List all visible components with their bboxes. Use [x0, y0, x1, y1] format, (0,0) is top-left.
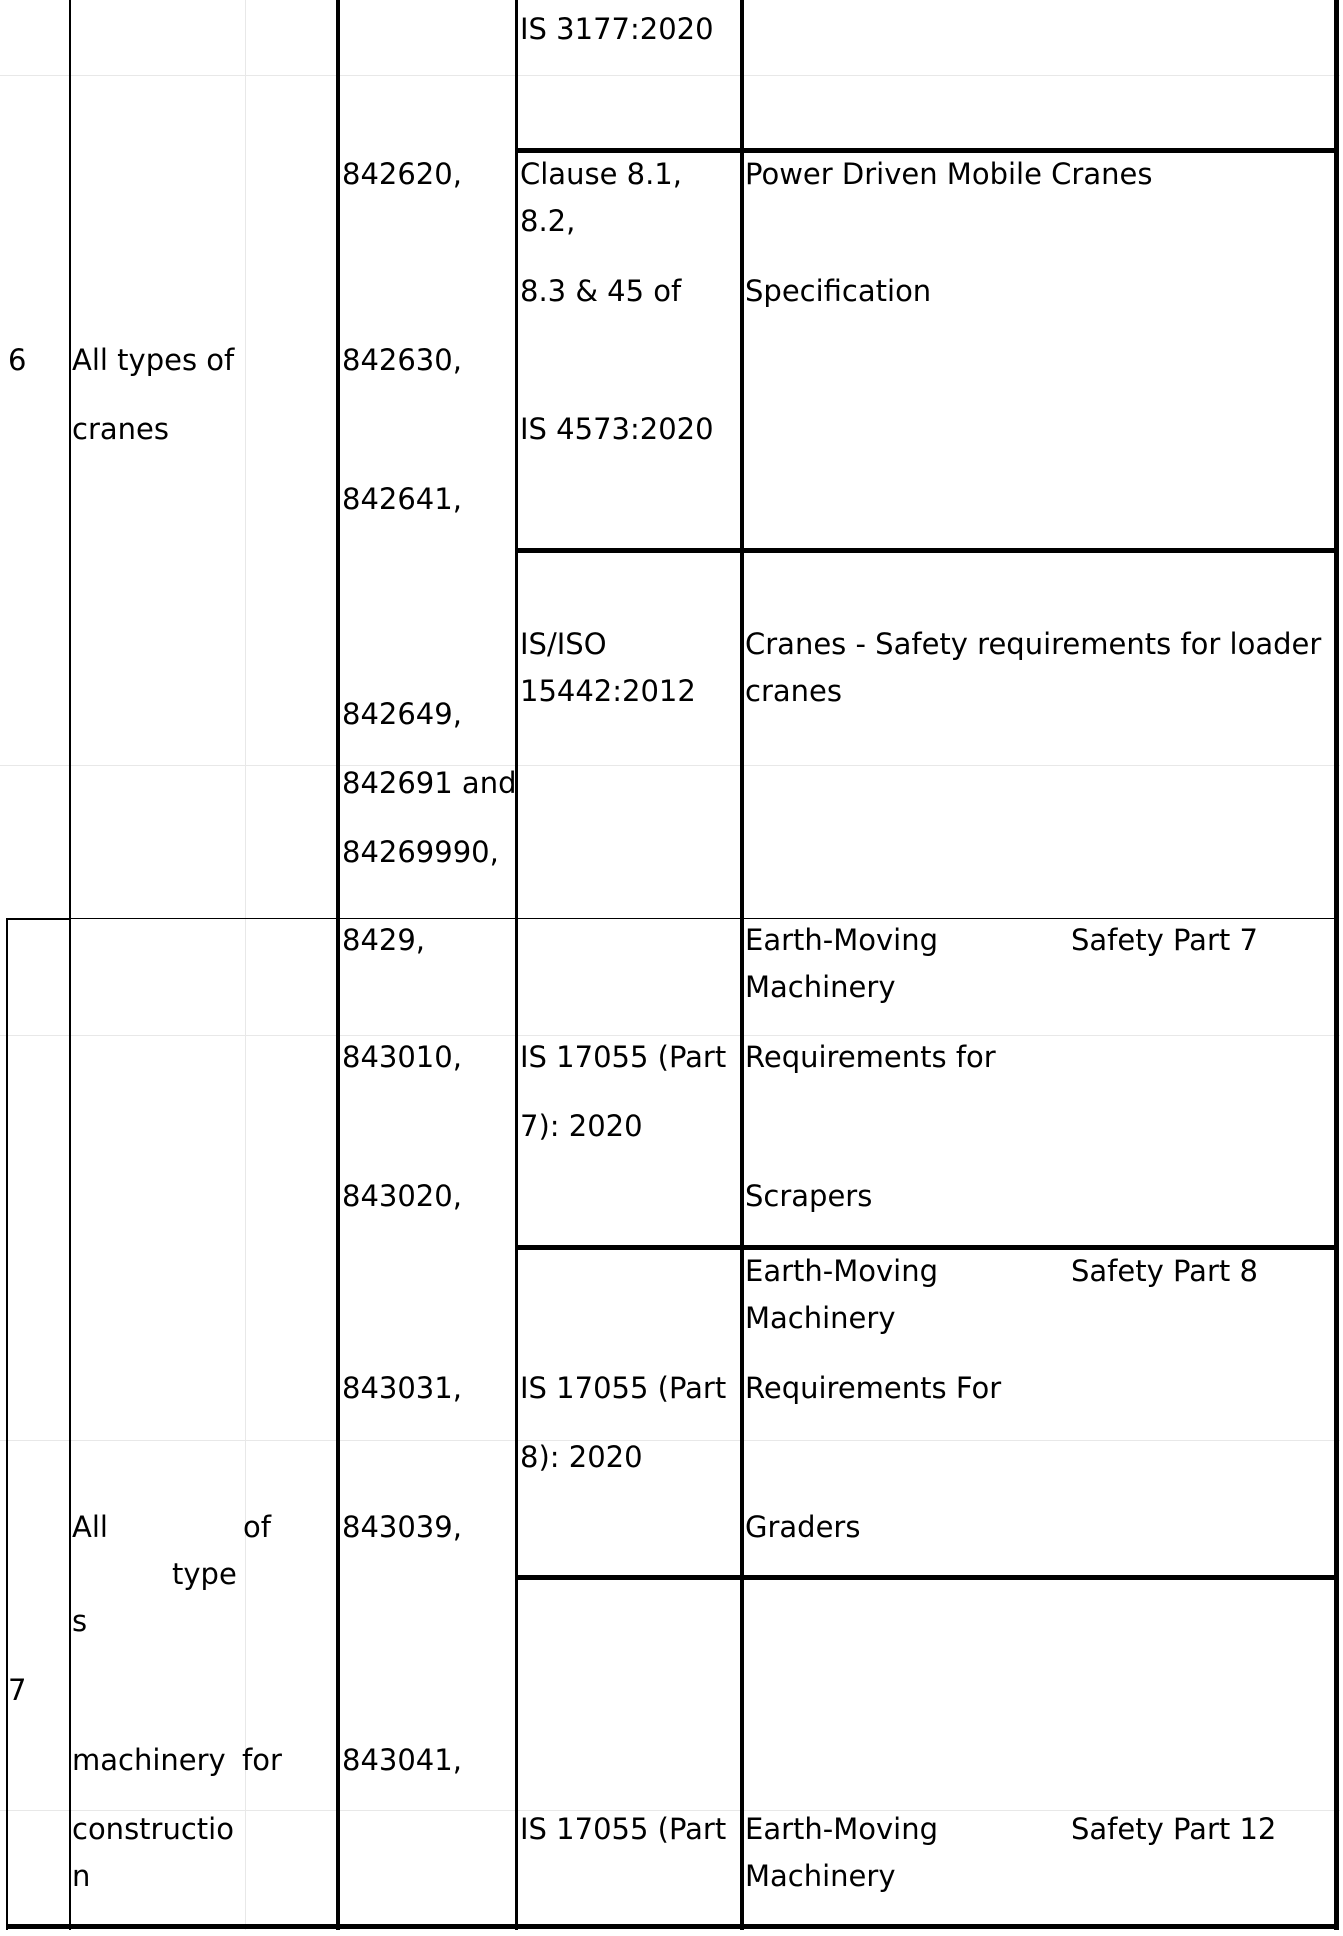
standard-title: Machinery — [745, 970, 896, 1004]
product-line: All types of — [72, 343, 235, 377]
product-line: cranes — [72, 412, 169, 446]
row-number: 6 — [8, 343, 27, 377]
standard-title: Earth-Moving — [745, 923, 939, 957]
hs-code: 84269990, — [342, 835, 499, 869]
product-line: s — [72, 1604, 88, 1638]
standard-title: Earth-Moving — [745, 1812, 939, 1846]
hs-code: 842641, — [342, 482, 462, 516]
hs-code: 843020, — [342, 1179, 462, 1213]
standard-title: cranes — [745, 674, 842, 708]
standard-title: Scrapers — [745, 1179, 873, 1213]
standard-line: IS 4573:2020 — [520, 412, 714, 446]
standard-line: 8.2, — [520, 204, 576, 238]
standard-title: Earth-Moving — [745, 1254, 939, 1288]
product-line: of — [243, 1510, 271, 1544]
standard-title: Power Driven Mobile Cranes — [745, 157, 1153, 191]
standard-line: Clause 8.1, — [520, 157, 682, 191]
hs-code: 843010, — [342, 1040, 462, 1074]
product-line: constructio — [72, 1812, 234, 1846]
hs-code: 842649, — [342, 697, 462, 731]
hs-code: 843041, — [342, 1743, 462, 1777]
standard-title: Specification — [745, 274, 932, 308]
standard-title: Machinery — [745, 1859, 896, 1893]
standard-line: 7): 2020 — [520, 1109, 643, 1143]
standard-line: 8): 2020 — [520, 1440, 643, 1474]
product-line: for — [242, 1743, 282, 1777]
product-line: All — [72, 1510, 108, 1544]
product-line: type — [172, 1557, 237, 1591]
standard-line: IS 17055 (Part — [520, 1040, 727, 1074]
standard-title: Safety Part 8 — [1071, 1254, 1258, 1288]
hs-code: 8429, — [342, 923, 426, 957]
standard-line: IS/ISO — [520, 627, 607, 661]
standard-line: IS 17055 (Part — [520, 1371, 727, 1405]
standard-title: Machinery — [745, 1301, 896, 1335]
standard-title: Requirements For — [745, 1371, 1002, 1405]
standard-title: Safety Part 12 — [1071, 1812, 1277, 1846]
hs-code: 843031, — [342, 1371, 462, 1405]
standard-line: IS 17055 (Part — [520, 1812, 727, 1846]
standard-line: 15442:2012 — [520, 674, 696, 708]
hs-code: 843039, — [342, 1510, 462, 1544]
product-line: machinery — [72, 1743, 226, 1777]
standard-title: Safety Part 7 — [1071, 923, 1258, 957]
standard-number: IS 3177:2020 — [520, 12, 714, 46]
row-number: 7 — [8, 1673, 27, 1707]
standard-title: Graders — [745, 1510, 861, 1544]
standard-title: Requirements for — [745, 1040, 996, 1074]
product-line: n — [72, 1859, 91, 1893]
hs-code: 842630, — [342, 343, 462, 377]
hs-code: 842620, — [342, 157, 462, 191]
hs-code: 842691 and — [342, 766, 517, 800]
standard-line: 8.3 & 45 of — [520, 274, 682, 308]
standard-title: Cranes - Safety requirements for loader — [745, 627, 1322, 661]
